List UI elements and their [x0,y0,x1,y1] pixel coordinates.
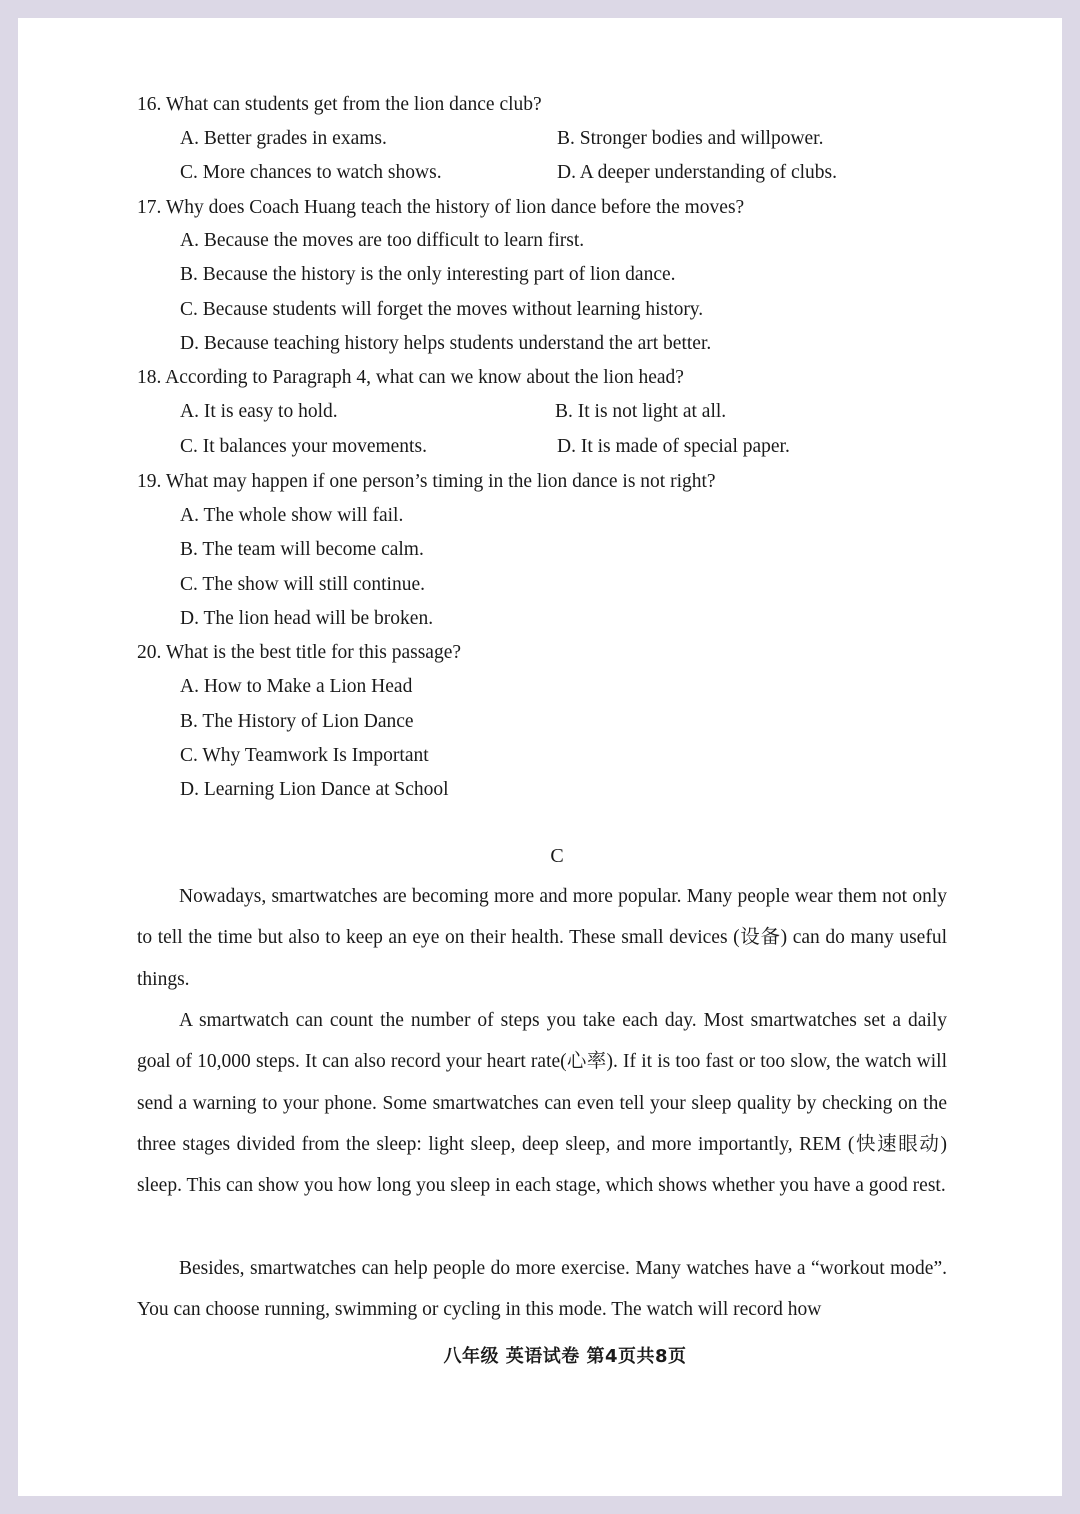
question-17-option-b: B. Because the history is the only interesting part of lion dance. [180,264,676,285]
question-16-option-b: B. Stronger bodies and willpower. [557,128,824,149]
question-20-option-a: A. How to Make a Lion Head [180,676,413,697]
question-19-stem: 19. What may happen if one person’s timing in the lion dance is not right? [137,471,716,492]
question-19-option-c: C. The show will still continue. [180,574,426,595]
question-19-option-a: A. The whole show will fail. [180,505,404,526]
passage-paragraph-2: A smartwatch can count the number of steps you take each day. Most smartwatches set a daily goal of 10,000 steps. It can also record your heart rate(心率). If it is too fast or too slow, the watch will send a warning to your phone. Some smartwatches can even tell your sleep quality by checking on the three stages divided from the sleep: light sleep, deep sleep, and more importantly, REM (快速眼动) sleep. This can show you how long you sleep in each stage, which shows whether you have a good rest. [137,1010,947,1197]
page-footer: 八年级 英语试卷 第4页共8页 [443,1346,687,1367]
question-19-option-d: D. The lion head will be broken. [180,608,434,629]
question-16-stem: 16. What can students get from the lion dance club? [137,94,542,115]
question-18-stem: 18. According to Paragraph 4, what can we know about the lion head? [137,367,684,388]
question-20-stem: 20. What is the best title for this passage? [137,642,462,663]
question-18-option-c: C. It balances your movements. [180,436,427,457]
passage-paragraph-3: Besides, smartwatches can help people do more exercise. Many watches have a “workout mode”. You can choose running, swimming or cycling in this mode. The watch will record how [137,1258,947,1321]
question-20-option-c: C. Why Teamwork Is Important [180,745,429,766]
question-17-option-c: C. Because students will forget the moves without learning history. [180,299,704,320]
question-19-option-b: B. The team will become calm. [180,539,424,560]
question-17-option-d: D. Because teaching history helps students understand the art better. [180,333,712,354]
section-heading: C [550,845,564,867]
question-18-option-b: B. It is not light at all. [555,401,727,422]
passage-paragraph-1: Nowadays, smartwatches are becoming more and more popular. Many people wear them not only to tell the time but also to keep an eye on their health. These small devices (设备) can do many useful things. [137,886,947,990]
question-16-option-a: A. Better grades in exams. [180,128,387,149]
question-20-option-b: B. The History of Lion Dance [180,711,414,732]
question-18-option-d: D. It is made of special paper. [557,436,790,457]
question-16-option-d: D. A deeper understanding of clubs. [557,162,837,183]
question-18-option-a: A. It is easy to hold. [180,401,338,422]
question-16-option-c: C. More chances to watch shows. [180,162,442,183]
question-17-stem: 17. Why does Coach Huang teach the history of lion dance before the moves? [137,197,745,218]
question-20-option-d: D. Learning Lion Dance at School [180,779,449,800]
question-17-option-a: A. Because the moves are too difficult to learn first. [180,230,585,251]
